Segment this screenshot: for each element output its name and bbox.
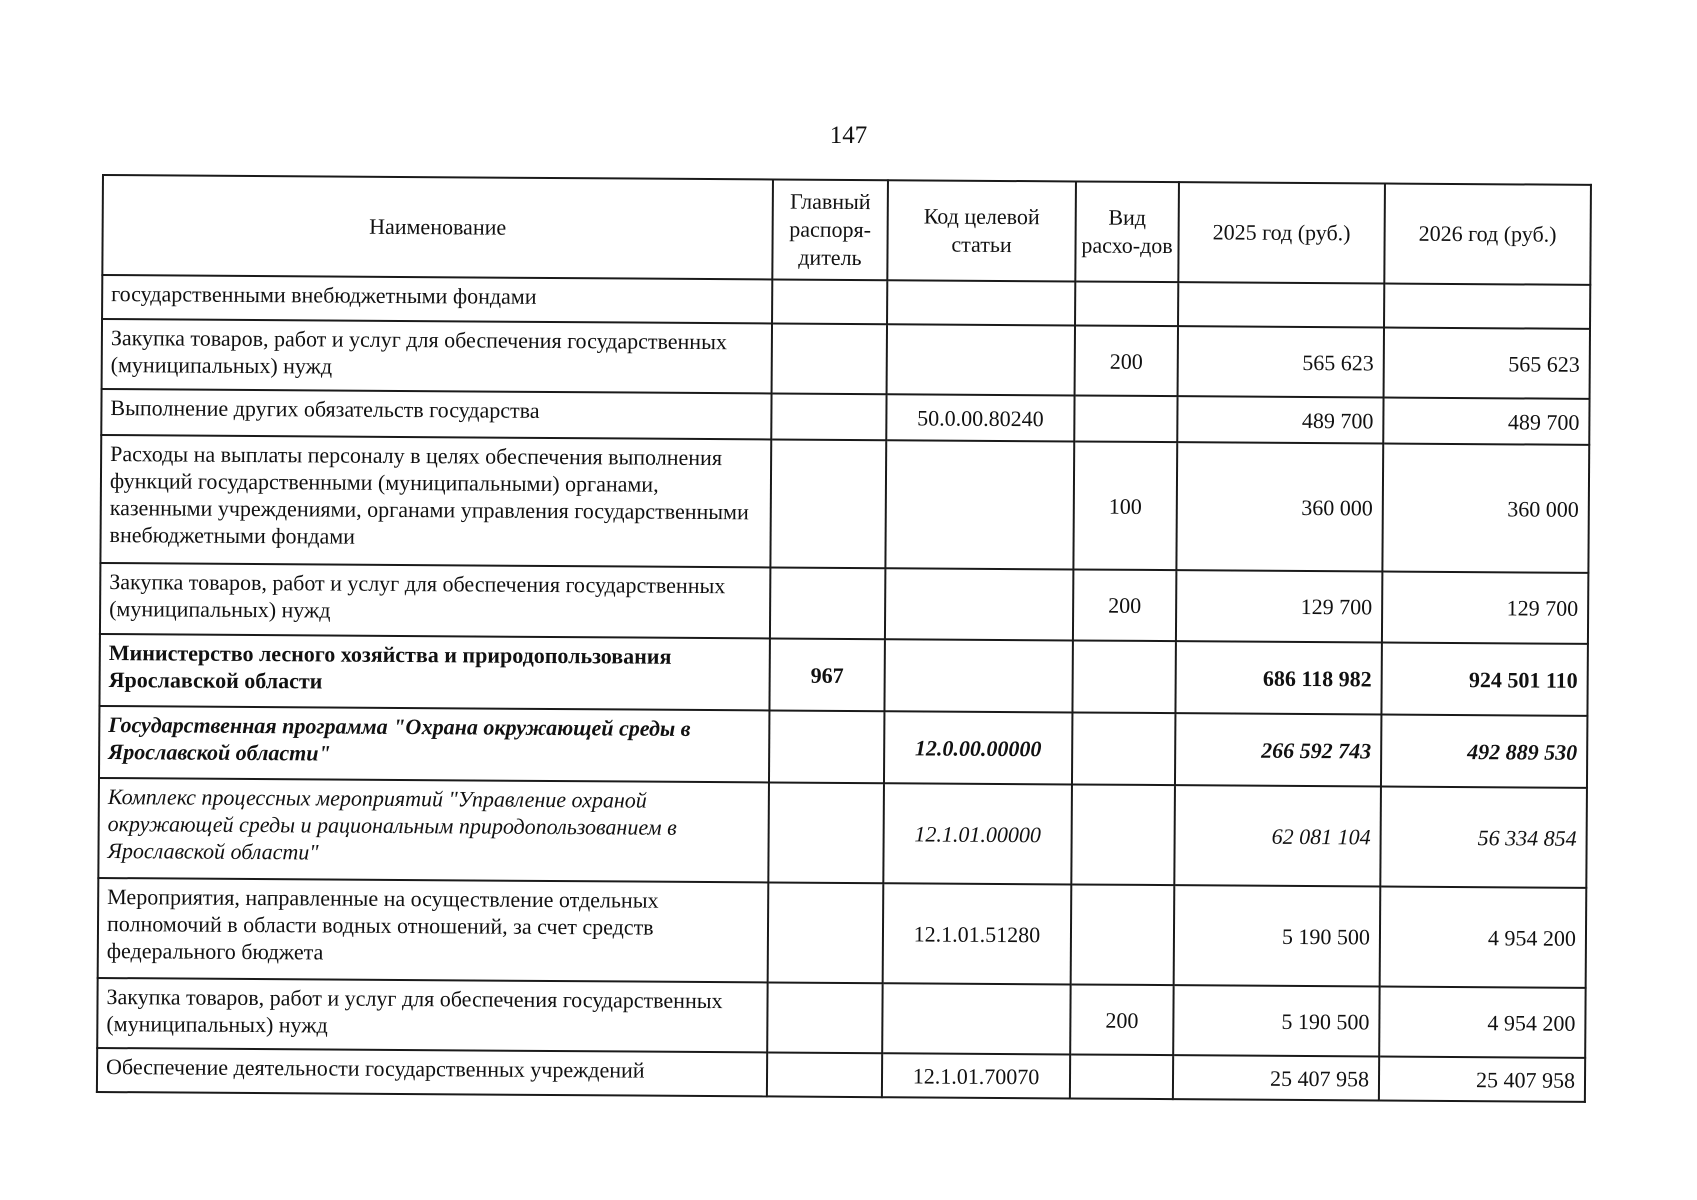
cell-type: [1072, 640, 1175, 713]
cell-2026: 56 334 854: [1380, 786, 1587, 887]
cell-code: 50.0.00.80240: [886, 394, 1074, 441]
cell-type: 100: [1073, 441, 1177, 570]
table-row: [97, 978, 1585, 1058]
cell-name: Закупка товаров, работ и услуг для обеспечения государственных (муниципальных) нужд: [97, 978, 767, 1052]
table-row: [102, 319, 1590, 399]
cell-2026: 25 407 958: [1379, 1056, 1585, 1101]
cell-name: Комплекс процессных мероприятий "Управление охраной окружающей среды и рациональным природопользованием в Ярославской области": [98, 778, 769, 882]
cell-manager: [768, 782, 884, 883]
cell-code: [882, 983, 1070, 1054]
cell-2025: 360 000: [1176, 442, 1383, 571]
cell-name: Мероприятия, направленные на осуществление отдельных полномочий в области водных отношений, за счет средств федерального бюджета: [98, 878, 769, 982]
cell-code: [887, 324, 1075, 395]
table-row: [98, 878, 1587, 988]
header-type: Вид расхо-дов: [1075, 181, 1179, 282]
cell-2025: 129 700: [1176, 570, 1382, 642]
cell-2025: 62 081 104: [1174, 785, 1381, 886]
cell-2026: 4 954 200: [1380, 886, 1587, 987]
cell-2026: 489 700: [1383, 398, 1589, 445]
cell-manager: [770, 567, 885, 639]
cell-2025: 686 118 982: [1175, 641, 1381, 714]
cell-name: Министерство лесного хозяйства и природопользования Ярославской области: [99, 634, 769, 710]
cell-code: 12.0.00.00000: [884, 711, 1072, 784]
budget-table: [96, 174, 1592, 1103]
cell-2026: [1384, 284, 1590, 329]
cell-2026: 360 000: [1382, 444, 1589, 573]
cell-name: Закупка товаров, работ и услуг для обеспечения государственных (муниципальных) нужд: [100, 563, 770, 638]
table-row: [100, 435, 1589, 573]
cell-manager: [767, 1052, 882, 1097]
cell-type: [1075, 281, 1178, 326]
cell-name: Обеспечение деятельности государственных учреждений: [97, 1048, 767, 1096]
cell-2026: 565 623: [1384, 328, 1590, 399]
table-row: [97, 1048, 1585, 1102]
table-row: [98, 778, 1587, 888]
cell-2025: 489 700: [1177, 396, 1383, 443]
cell-manager: [770, 439, 886, 568]
cell-manager: [767, 982, 882, 1053]
cell-manager: [768, 882, 884, 983]
cell-code: [887, 280, 1075, 325]
cell-2025: 25 407 958: [1173, 1055, 1379, 1100]
table-row: [100, 563, 1588, 644]
cell-manager: 967: [769, 638, 884, 711]
cell-manager: [769, 710, 884, 783]
cell-2025: 266 592 743: [1175, 713, 1381, 786]
cell-name: Закупка товаров, работ и услуг для обеспечения государственных (муниципальных) нужд: [102, 319, 772, 393]
cell-type: 200: [1075, 325, 1178, 396]
cell-type: [1074, 395, 1177, 442]
cell-2026: 492 889 530: [1381, 714, 1587, 787]
cell-manager: [772, 323, 887, 394]
cell-manager: [771, 393, 886, 440]
header-2025: 2025 год (руб.): [1178, 182, 1385, 283]
header-name: Наименование: [102, 175, 773, 279]
cell-2025: 5 190 500: [1174, 885, 1381, 986]
cell-2026: 924 501 110: [1381, 642, 1587, 715]
table-row: [99, 634, 1587, 716]
cell-name: Выполнение других обязательств государства: [101, 389, 771, 439]
cell-type: [1071, 784, 1175, 885]
cell-2026: 129 700: [1382, 572, 1588, 644]
cell-name: Расходы на выплаты персоналу в целях обеспечения выполнения функций государственными (муниципальными) органами, казенными учреждениями, органами управления государственными внебюджетными фондами: [100, 435, 771, 567]
header-manager: Главный распоря-дитель: [772, 179, 888, 280]
cell-type: 200: [1070, 984, 1173, 1055]
cell-name: Государственная программа "Охрана окружающей среды в Ярославской области": [99, 706, 769, 782]
cell-type: [1070, 1054, 1173, 1099]
cell-code: [885, 568, 1073, 640]
header-2026: 2026 год (руб.): [1384, 184, 1591, 285]
cell-2025: 5 190 500: [1173, 985, 1379, 1056]
cell-type: [1072, 712, 1175, 785]
cell-code: 12.1.01.00000: [883, 783, 1072, 884]
page-number: 147: [829, 122, 868, 149]
cell-code: 12.1.01.70070: [882, 1053, 1070, 1098]
cell-code: [884, 639, 1072, 712]
cell-2025: 565 623: [1178, 326, 1384, 397]
table-header-row: [102, 175, 1591, 285]
cell-code: 12.1.01.51280: [883, 883, 1072, 984]
cell-name: государственными внебюджетными фондами: [102, 275, 772, 323]
cell-2026: 4 954 200: [1379, 986, 1585, 1057]
cell-manager: [772, 279, 887, 324]
header-code: Код целевой статьи: [887, 180, 1076, 281]
cell-type: 200: [1073, 569, 1176, 641]
cell-type: [1071, 884, 1175, 985]
cell-2025: [1178, 282, 1384, 327]
cell-code: [885, 440, 1074, 569]
table-row: [99, 706, 1587, 788]
